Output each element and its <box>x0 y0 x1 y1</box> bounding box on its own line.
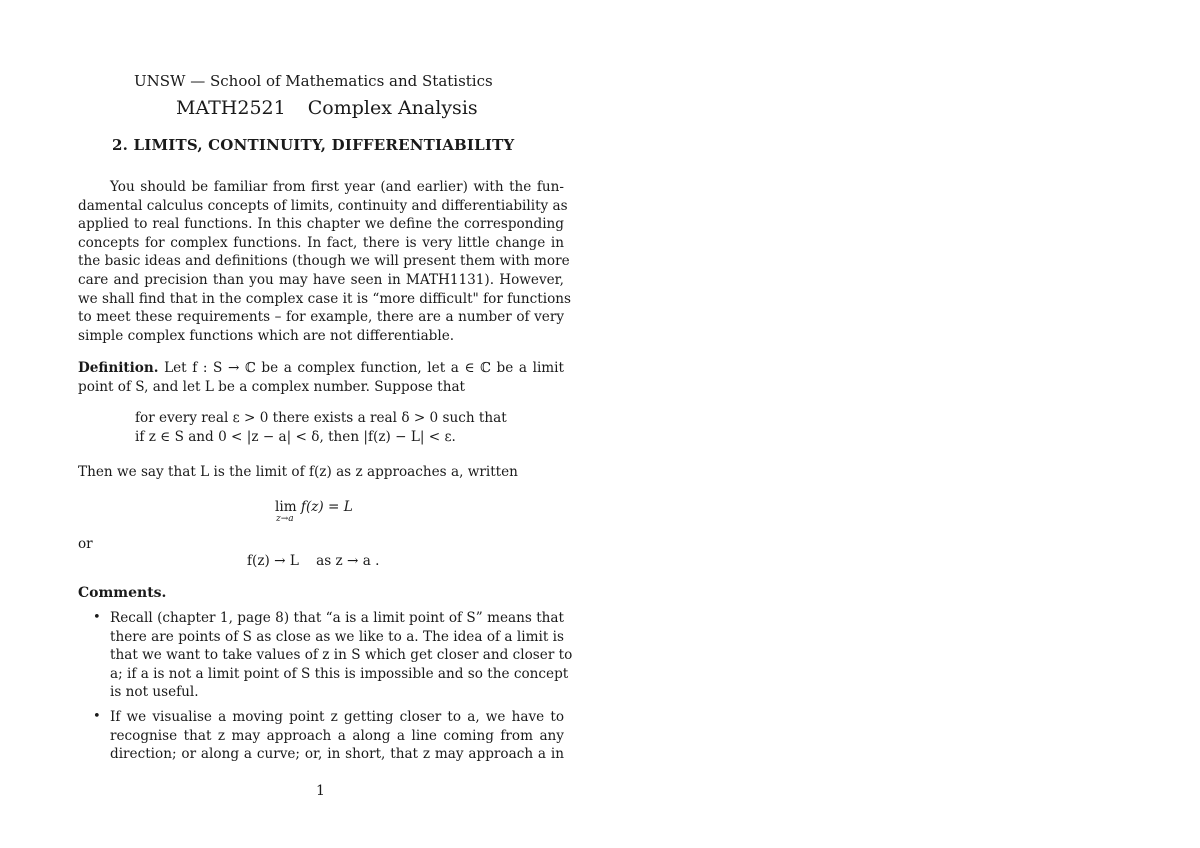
course-code: MATH2521 <box>176 97 286 119</box>
definition-condition <box>135 409 507 446</box>
or-text: or <box>78 536 93 552</box>
limit-expression: f(z) = L <box>300 499 353 515</box>
intro-line: the basic ideas and definitions (though we will present them with more <box>78 253 570 270</box>
condition-line: if z ∈ S and 0 < |z − a| < δ, then |f(z) − L| < ε. <box>135 428 456 445</box>
intro-line: simple complex functions which are not differentiable. <box>78 327 455 344</box>
course-name: Complex Analysis <box>307 97 478 119</box>
bullet-marker: • <box>93 610 101 625</box>
intro-line: applied to real functions. In this chapter we define the corresponding <box>78 216 564 233</box>
comment-item-2 <box>110 708 564 764</box>
comments-heading: Comments. <box>78 585 167 601</box>
institution-header: UNSW — School of Mathematics and Statistics <box>134 72 493 90</box>
definition-paragraph <box>78 359 564 396</box>
definition-line-2: point of S, and let L be a complex number. Suppose that <box>78 378 466 395</box>
limit-subscript: z→a <box>276 514 294 524</box>
intro-line: to meet these requirements – for example, there are a number of very <box>78 309 564 326</box>
definition-line-1 <box>78 359 564 378</box>
comment-line: direction; or along a curve; or, in short, that z may approach a in <box>110 746 564 763</box>
condition-line: for every real ε > 0 there exists a real δ > 0 such that <box>135 410 507 426</box>
comment-line: that we want to take values of z in S which get closer and closer to <box>110 647 573 664</box>
page-number: 1 <box>316 783 325 799</box>
alternative-formula: f(z) → L as z → a . <box>247 553 380 569</box>
comment-line: a; if a is not a limit point of S this is impossible and so the concept <box>110 665 569 682</box>
intro-line: concepts for complex functions. In fact, there is very little change in <box>78 234 564 251</box>
limit-statement: Then we say that L is the limit of f(z) as z approaches a, written <box>78 464 518 480</box>
chapter-title: 2. LIMITS, CONTINUITY, DIFFERENTIABILITY <box>112 136 515 154</box>
intro-line: care and precision than you may have seen in MATH1131). However, <box>78 271 564 288</box>
bullet-marker: • <box>93 709 101 724</box>
intro-line: You should be familiar from first year (and earlier) with the fun- <box>110 179 564 195</box>
course-title <box>176 97 478 119</box>
limit-formula <box>275 499 353 524</box>
limit-operator: lim z→a <box>275 499 297 524</box>
definition-label: Definition. <box>78 360 159 376</box>
intro-line: we shall find that in the complex case it is “more difficult" for functions <box>78 290 572 307</box>
comment-line: recognise that z may approach a along a line coming from any <box>110 727 564 744</box>
definition-text: Let f : S → ℂ be a complex function, let a ∈ ℂ be a limit <box>164 360 564 376</box>
comment-line: Recall (chapter 1, page 8) that “a is a limit point of S” means that <box>110 610 564 626</box>
comment-line: is not useful. <box>110 684 199 701</box>
intro-line: damental calculus concepts of limits, continuity and differentiability as <box>78 197 568 214</box>
comment-line: there are points of S as close as we like to a. The idea of a limit is <box>110 628 564 645</box>
intro-paragraph <box>78 178 572 345</box>
comment-line: If we visualise a moving point z getting closer to a, we have to <box>110 709 564 725</box>
comment-item-1 <box>110 609 573 702</box>
